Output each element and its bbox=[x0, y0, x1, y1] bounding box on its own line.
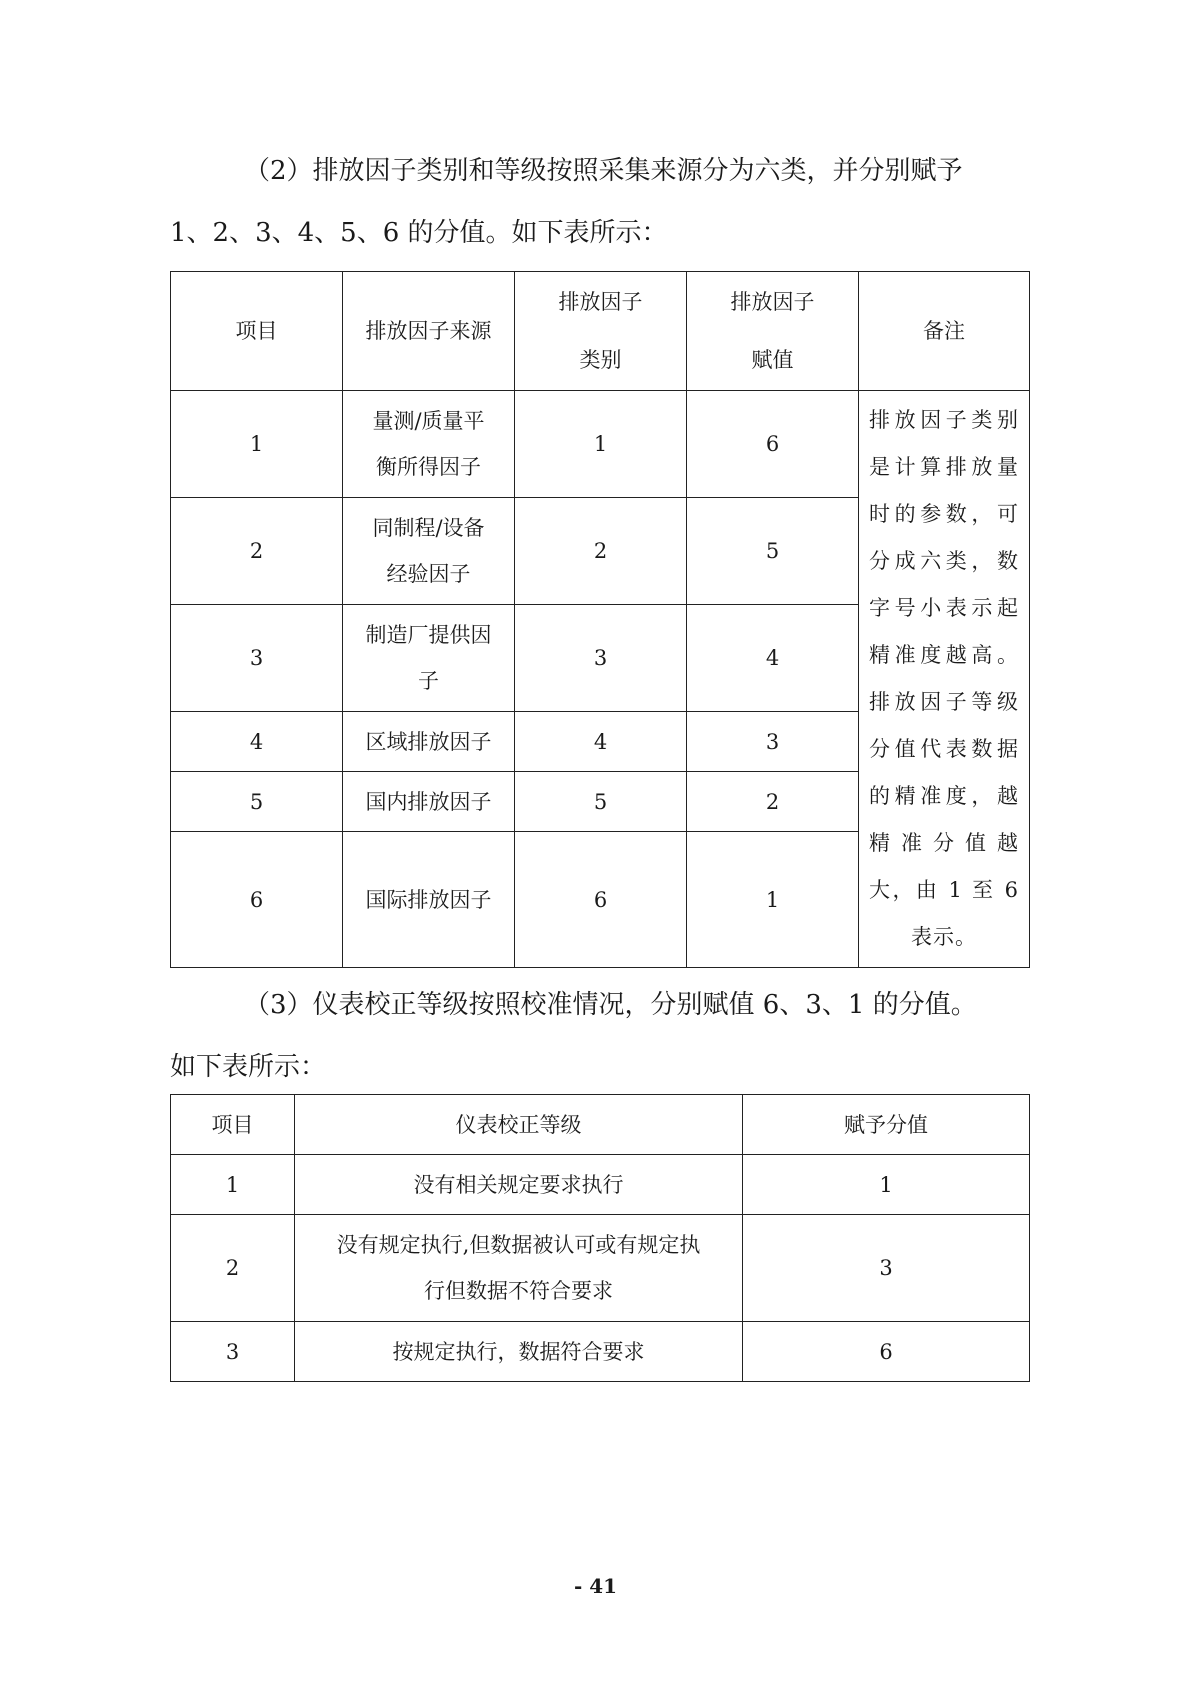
cell-value: 5 bbox=[687, 498, 859, 605]
header-value-line-2: 赋值 bbox=[751, 348, 794, 372]
cell-source-line-2: 衡所得因子 bbox=[376, 455, 481, 479]
cell-level-line-1: 没有规定执行,但数据被认可或有规定执 bbox=[336, 1233, 701, 1257]
table-row bbox=[171, 391, 1030, 498]
cell-source bbox=[343, 498, 515, 605]
cell-source: 国内排放因子 bbox=[343, 772, 515, 832]
cell-source-line-1: 同制程/设备 bbox=[372, 516, 485, 540]
cell-category: 2 bbox=[515, 498, 687, 605]
cell-source: 区域排放因子 bbox=[343, 712, 515, 772]
paragraph-3-line-1: （3）仪表校正等级按照校准情况，分别赋值 6、3、1 的分值。 bbox=[244, 990, 977, 1020]
header-category-line-2: 类别 bbox=[579, 348, 622, 372]
cell-score: 6 bbox=[743, 1322, 1030, 1382]
cell-item: 5 bbox=[171, 772, 343, 832]
cell-level bbox=[295, 1215, 743, 1322]
cell-item: 2 bbox=[171, 498, 343, 605]
cell-level-line-2: 行但数据不符合要求 bbox=[424, 1279, 613, 1303]
cell-item: 3 bbox=[171, 605, 343, 712]
paragraph-2-line-1: （2）排放因子类别和等级按照采集来源分为六类，并分别赋予 bbox=[244, 156, 963, 186]
cell-score: 1 bbox=[743, 1155, 1030, 1215]
table-row bbox=[171, 1215, 1030, 1322]
cell-level: 按规定执行，数据符合要求 bbox=[295, 1322, 743, 1382]
cell-category: 4 bbox=[515, 712, 687, 772]
cell-category: 1 bbox=[515, 391, 687, 498]
cell-item: 3 bbox=[171, 1322, 295, 1382]
cell-source: 国际排放因子 bbox=[343, 832, 515, 968]
cell-item: 4 bbox=[171, 712, 343, 772]
paragraph-2-line-2: 1、2、3、4、5、6 的分值。如下表所示： bbox=[170, 218, 668, 248]
header-item: 项目 bbox=[171, 272, 343, 391]
cell-source-line-2: 子 bbox=[418, 669, 439, 693]
table-row bbox=[171, 1155, 1030, 1215]
cell-level: 没有相关规定要求执行 bbox=[295, 1155, 743, 1215]
cell-item: 1 bbox=[171, 1155, 295, 1215]
cell-note: 排放因子类别是计算排放量时的参数，可分成六类，数字号小表示起精准度越高。排放因子等级分值代表数据的精准度，越精准分值越大，由 1 至 6 表示。 bbox=[859, 391, 1030, 968]
header-source: 排放因子来源 bbox=[343, 272, 515, 391]
header-level: 仪表校正等级 bbox=[295, 1095, 743, 1155]
table-row bbox=[171, 1322, 1030, 1382]
header-note: 备注 bbox=[859, 272, 1030, 391]
header-score: 赋予分值 bbox=[743, 1095, 1030, 1155]
instrument-calibration-table bbox=[170, 1094, 1030, 1382]
header-item: 项目 bbox=[171, 1095, 295, 1155]
header-value-line-1: 排放因子 bbox=[730, 290, 815, 314]
cell-source-line-2: 经验因子 bbox=[386, 562, 471, 586]
cell-value: 1 bbox=[687, 832, 859, 968]
cell-source bbox=[343, 391, 515, 498]
cell-value: 4 bbox=[687, 605, 859, 712]
table-header-row bbox=[171, 272, 1030, 391]
table-header-row bbox=[171, 1095, 1030, 1155]
cell-category: 5 bbox=[515, 772, 687, 832]
cell-item: 6 bbox=[171, 832, 343, 968]
cell-source bbox=[343, 605, 515, 712]
paragraph-3-line-2: 如下表所示： bbox=[170, 1052, 327, 1082]
header-category-line-1: 排放因子 bbox=[558, 290, 643, 314]
header-value bbox=[687, 272, 859, 391]
cell-category: 6 bbox=[515, 832, 687, 968]
paragraph-3 bbox=[170, 984, 1030, 1084]
cell-item: 2 bbox=[171, 1215, 295, 1322]
cell-value: 6 bbox=[687, 391, 859, 498]
cell-value: 3 bbox=[687, 712, 859, 772]
cell-category: 3 bbox=[515, 605, 687, 712]
cell-item: 1 bbox=[171, 391, 343, 498]
paragraph-2 bbox=[170, 150, 1030, 270]
cell-value: 2 bbox=[687, 772, 859, 832]
cell-score: 3 bbox=[743, 1215, 1030, 1322]
page-number: - 41 bbox=[573, 1574, 618, 1598]
cell-source-line-1: 制造厂提供因 bbox=[365, 623, 492, 647]
header-category bbox=[515, 272, 687, 391]
cell-source-line-1: 量测/质量平 bbox=[372, 409, 485, 433]
emission-factor-table bbox=[170, 271, 1030, 968]
